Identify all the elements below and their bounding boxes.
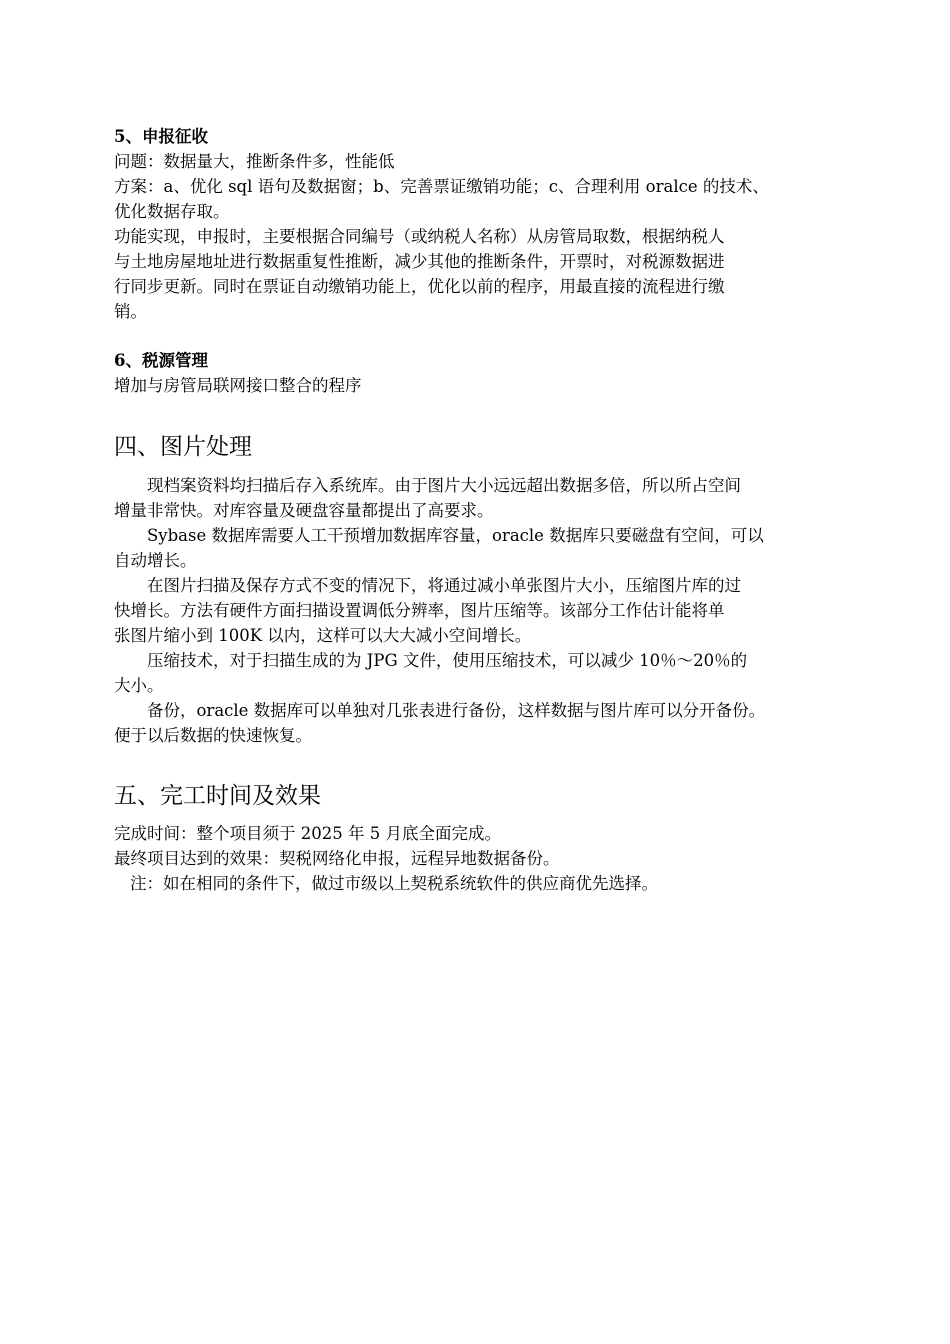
- paragraph-line: Sybase 数据库需要人工干预增加数据库容量，oracle 数据库只要磁盘有空间，可以: [147, 526, 764, 545]
- paragraph-line: 问题：数据量大，推断条件多，性能低: [114, 152, 395, 171]
- section-completion-body: [114, 821, 850, 896]
- paragraph-line: 现档案资料均扫描后存入系统库。由于图片大小远远超出数据多倍，所以所占空间: [147, 476, 741, 495]
- paragraph-line: 大小。: [114, 676, 164, 695]
- paragraph-line: 与土地房屋地址进行数据重复性推断，减少其他的推断条件，开票时，对税源数据进: [114, 252, 725, 271]
- paragraph-line: 自动增长。: [114, 551, 197, 570]
- paragraph-line: 快增长。方法有硬件方面扫描设置调低分辨率，图片压缩等。该部分工作估计能将单: [114, 601, 725, 620]
- section-6-title: 6、税源管理: [114, 351, 208, 370]
- completion-time-line: 完成时间：整个项目须于 2025 年 5 月底全面完成。: [114, 824, 501, 843]
- paragraph-line: 便于以后数据的快速恢复。: [114, 726, 312, 745]
- note-line: 注：如在相同的条件下，做过市级以上契税系统软件的供应商优先选择。: [130, 874, 658, 893]
- section-five-heading: 五、完工时间及效果: [114, 783, 321, 809]
- paragraph-line: 增量非常快。对库容量及硬盘容量都提出了高要求。: [114, 501, 494, 520]
- section-5-title: 5、申报征收: [114, 127, 208, 146]
- paragraph-line: 销。: [114, 302, 147, 321]
- paragraph-line: 方案：a、优化 sql 语句及数据窗；b、完善票证缴销功能；c、合理利用 oralce 的技术、: [114, 177, 769, 196]
- paragraph-line: 在图片扫描及保存方式不变的情况下，将通过减小单张图片大小，压缩图片库的过: [147, 576, 741, 595]
- paragraph-line: 压缩技术，对于扫描生成的为 JPG 文件，使用压缩技术，可以减少 10％～20％的: [147, 651, 748, 670]
- paragraph-line: 功能实现，申报时，主要根据合同编号（或纳税人名称）从房管局取数，根据纳税人: [114, 227, 725, 246]
- section-completion: [114, 781, 850, 811]
- section-image-processing-body: [114, 473, 850, 748]
- section-declaration-collection: [114, 124, 850, 324]
- final-effect-line: 最终项目达到的效果：契税网络化申报，远程异地数据备份。: [114, 849, 560, 868]
- paragraph-line: 备份，oracle 数据库可以单独对几张表进行备份，这样数据与图片库可以分开备份。: [147, 701, 766, 720]
- paragraph-line: 增加与房管局联网接口整合的程序: [114, 376, 362, 395]
- section-image-processing: [114, 432, 850, 462]
- section-tax-source-management: [114, 348, 850, 398]
- paragraph-line: 张图片缩小到 100K 以内，这样可以大大减小空间增长。: [114, 626, 532, 645]
- paragraph-line: 优化数据存取。: [114, 202, 230, 221]
- paragraph-line: 行同步更新。同时在票证自动缴销功能上，优化以前的程序，用最直接的流程进行缴: [114, 277, 725, 296]
- section-four-heading: 四、图片处理: [114, 434, 252, 460]
